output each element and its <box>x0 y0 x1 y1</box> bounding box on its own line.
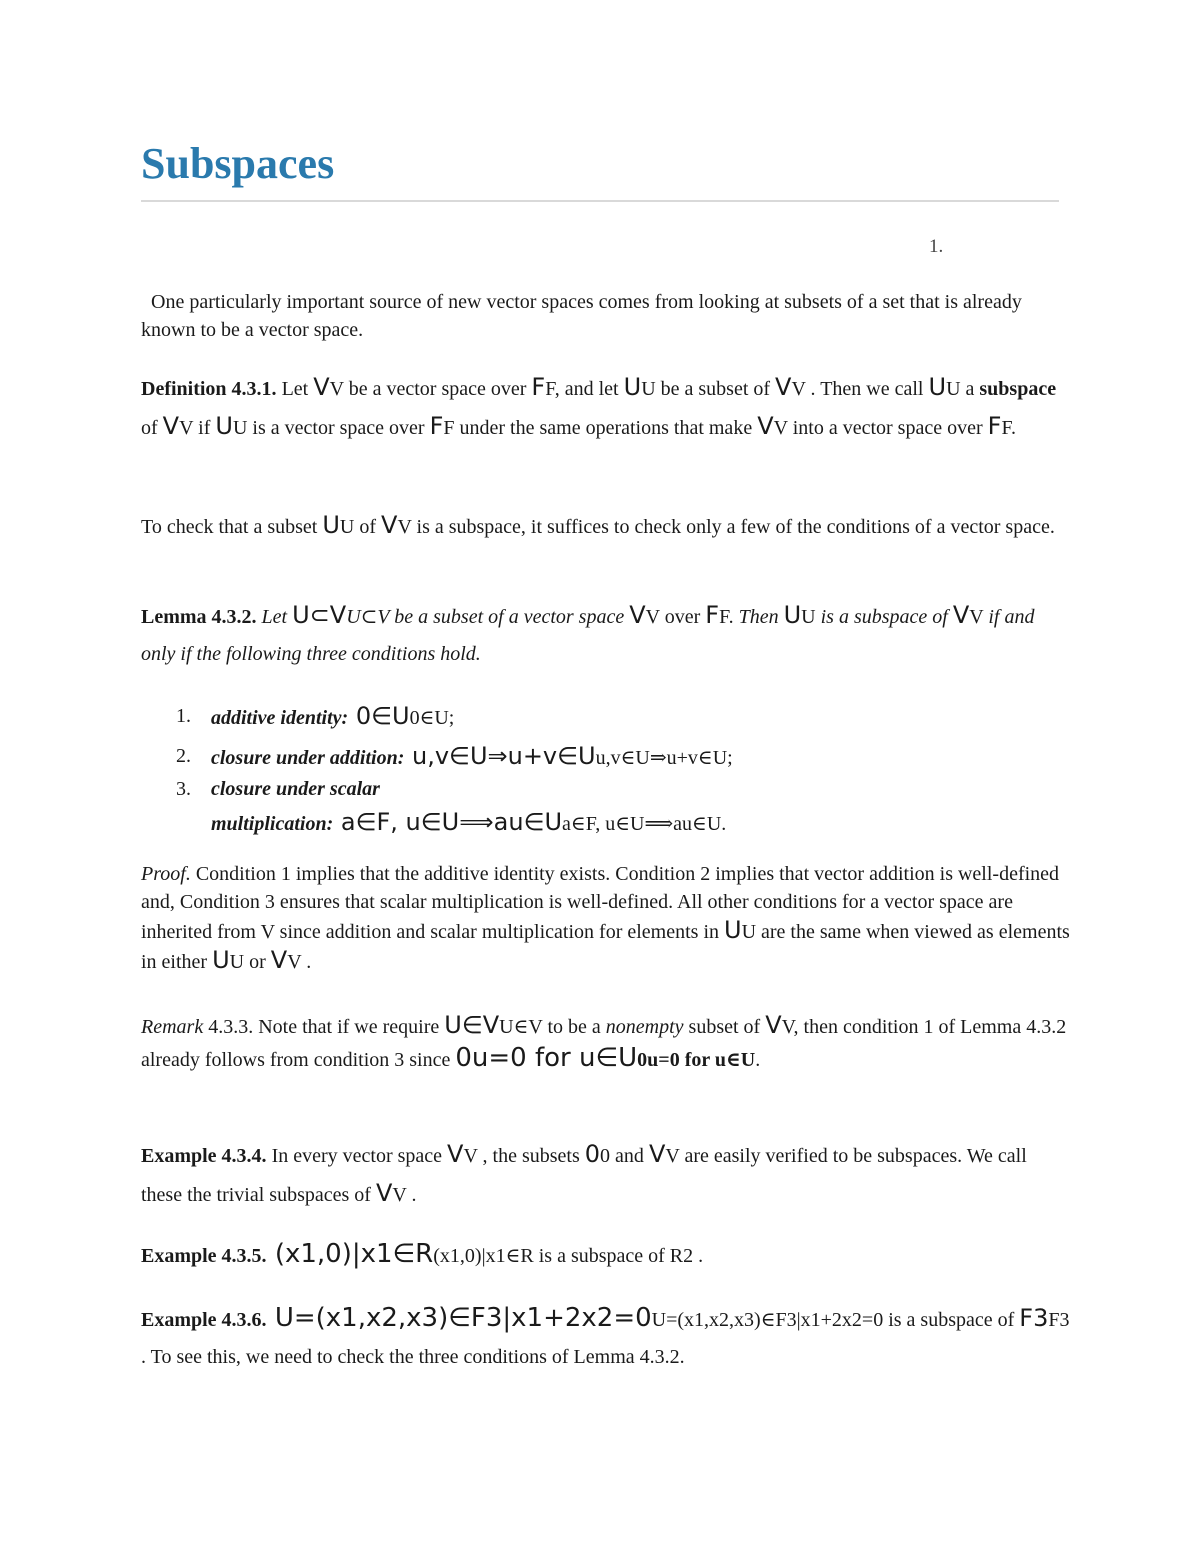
example-4-3-5: Example 4.3.5. (x1,0)|x1∈R(x1,0)|x1∈R is a subspace of R2 . <box>141 1239 704 1269</box>
conditions-list <box>141 697 1071 845</box>
check-paragraph: To check that a subset UU of VV is a subspace, it suffices to check only a few of the conditions of a vector space. <box>141 511 1055 539</box>
definition-paragraph: Definition 4.3.1. Let VV be a vector space over FF, and let UU be a subset of VV . Then we call UU a subspace of VV if UU is a vector space over FF under the same operations that make VV into a vector space over FF. <box>141 373 1057 440</box>
example-4-3-4: Example 4.3.4. In every vector space VV , the subsets 00 and VV are easily verified to be subspaces. We call these the trivial subspaces of VV . <box>141 1140 1027 1207</box>
list-item: 2. closure under addition: u,v∈U⇒u+v∈Uu,v∈U⇒u+v∈U; <box>176 742 733 770</box>
example-label: Example 4.3.6. <box>141 1309 267 1331</box>
page-number: 1. <box>929 236 944 257</box>
title-divider <box>141 200 1059 202</box>
intro-paragraph: One particularly important source of new vector spaces comes from looking at subsets of a set that is already known to be a vector space. <box>141 291 1022 341</box>
example-label: Example 4.3.4. <box>141 1145 267 1167</box>
list-item: 3. closure under scalar <box>176 778 380 800</box>
proof-paragraph: Proof. Condition 1 implies that the additive identity exists. Condition 2 implies that vector addition is well-defined and, Condition 3 ensures that scalar multiplication is well-defined. All other conditions for a vector space are inherited from V since addition and scalar multiplication for elements in UU are the same when viewed as elements in either UU or VV . <box>141 863 1070 974</box>
subspace-term: subspace <box>979 378 1057 400</box>
proof-label: Proof. <box>141 863 191 885</box>
remark-paragraph: Remark 4.3.3. Note that if we require U∈VU∈V to be a nonempty subset of VV, then condition 1 of Lemma 4.3.2 already follows from condition 3 since 0u=0 for u∈U0u=0 for u∈U. <box>141 1011 1067 1073</box>
example-4-3-6: Example 4.3.6. U=(x1,x2,x3)∈F3|x1+2x2=0U=(x1,x2,x3)∈F3|x1+2x2=0 is a subspace of F3F3 . To see this, we need to check the three conditions of Lemma 4.3.2. <box>141 1303 1070 1368</box>
list-item: 1. additive identity: 0∈U0∈U; <box>176 702 455 730</box>
page-title: Subspaces <box>141 139 335 188</box>
list-item: multiplication: a∈F, u∈U⟹au∈Ua∈F, u∈U⟹au∈U. <box>211 808 727 836</box>
definition-label: Definition 4.3.1. <box>141 378 277 400</box>
remark-label: Remark <box>141 1016 204 1038</box>
example-label: Example 4.3.5. <box>141 1245 267 1267</box>
lemma-paragraph: Lemma 4.3.2. Let U⊂VU⊂V be a subset of a vector space VV over FF. Then UU is a subspace of VV if and only if the following three conditions hold. <box>141 601 1035 665</box>
lemma-label: Lemma 4.3.2. <box>141 606 257 628</box>
